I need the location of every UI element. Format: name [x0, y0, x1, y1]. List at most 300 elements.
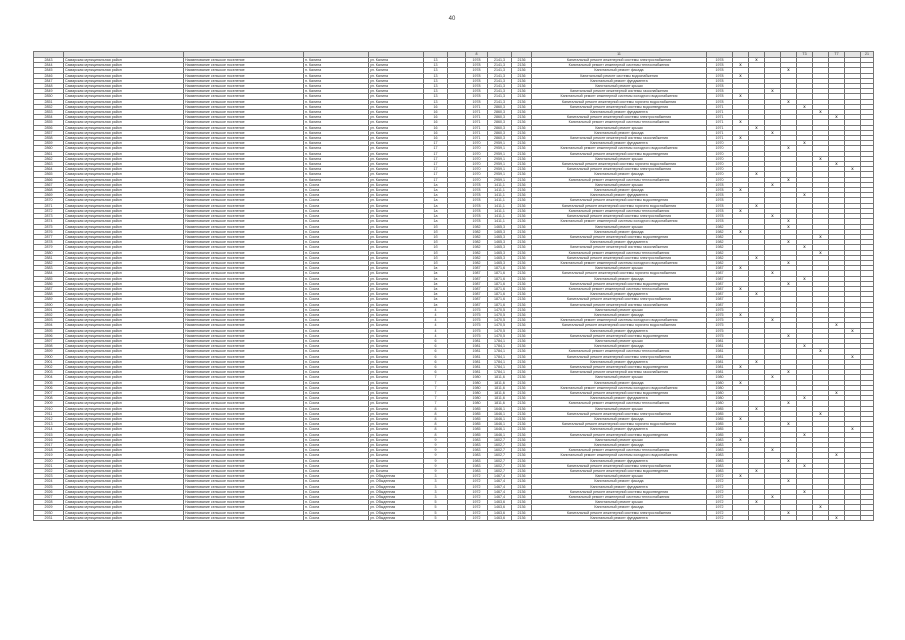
region-cell: Самарская муниципальная район [64, 375, 184, 380]
settlement-cell: Наименование сельское поселение [184, 333, 304, 338]
empty-mark-cell [845, 515, 861, 520]
year-cell: 1983 [466, 443, 488, 448]
street-cell: ул. Калина [369, 130, 424, 135]
year-cell: 1982 [466, 240, 488, 245]
year-cell: 1970 [466, 162, 488, 167]
work-type-cell: Капитальный ремонт инженерной системы горячего водоснабжения [532, 422, 707, 427]
region-cell: Самарская муниципальная район [64, 333, 184, 338]
work-type-cell: Капитальный ремонт инженерной системы холодного водоснабжения [532, 453, 707, 458]
locality-cell: п. Соспа [304, 510, 369, 515]
settlement-cell: Наименование сельское поселение [184, 214, 304, 219]
settlement-cell: Наименование сельское поселение [184, 125, 304, 130]
work-type-cell: Капитальный ремонт крыши [532, 224, 707, 229]
year-cell: 1978 [466, 193, 488, 198]
area-cell: 1646,1 [488, 406, 512, 411]
work-type-cell: Капитальный ремонт крыши [532, 375, 707, 380]
settlement-cell: Наименование сельское поселение [184, 401, 304, 406]
work-type-cell: Капитальный ремонт фасада [532, 417, 707, 422]
locality-cell: п. Калина [304, 120, 369, 125]
row-number: 2852 [34, 104, 64, 109]
plan-year-cell: 1978 [707, 193, 733, 198]
settlement-cell: Наименование сельское поселение [184, 385, 304, 390]
area-cell: 2959,1 [488, 167, 512, 172]
area-cell: 1871,6 [488, 266, 512, 271]
work-type-cell: Капитальный ремонт инженерной системы водоотведения [532, 489, 707, 494]
house-cell: 16 [424, 104, 448, 109]
row-number: 2918 [34, 448, 64, 453]
region-cell: Самарская муниципальная район [64, 203, 184, 208]
settlement-cell: Наименование сельское поселение [184, 489, 304, 494]
street-cell: ул. Бочина [369, 391, 424, 396]
plan-year-cell: 1987 [707, 292, 733, 297]
plan-year-cell: 1982 [707, 229, 733, 234]
code-cell: 2136 [512, 432, 532, 437]
street-cell: ул. Калина [369, 120, 424, 125]
mark-cell: Х [781, 333, 797, 338]
row-number: 2907 [34, 391, 64, 396]
year-cell: 1987 [466, 276, 488, 281]
plan-year-cell: 1970 [707, 151, 733, 156]
plan-year-cell: 1987 [707, 297, 733, 302]
region-cell: Самарская муниципальная район [64, 338, 184, 343]
year-cell: 1987 [466, 292, 488, 297]
code-cell: 2136 [512, 229, 532, 234]
code-cell: 2136 [512, 411, 532, 416]
settlement-cell: Наименование сельское поселение [184, 172, 304, 177]
locality-cell: п. Калина [304, 125, 369, 130]
street-cell: ул. Бочина [369, 370, 424, 375]
locality-cell: п. Соспа [304, 391, 369, 396]
settlement-cell: Наименование сельское поселение [184, 453, 304, 458]
area-cell: 1465,3 [488, 229, 512, 234]
row-number: 2869 [34, 193, 64, 198]
street-cell: ул. Бочина [369, 266, 424, 271]
plan-year-cell: 1978 [707, 63, 733, 68]
mark-cell: Х [845, 328, 861, 333]
code-cell: 2136 [512, 177, 532, 182]
street-cell: ул. Бочина [369, 234, 424, 239]
work-type-cell: Капитальный ремонт фундамента [532, 328, 707, 333]
house-cell: 16 [424, 115, 448, 120]
plan-year-cell: 1971 [707, 125, 733, 130]
mark-cell: Х [845, 167, 861, 172]
street-cell: ул. Калина [369, 84, 424, 89]
locality-cell: п. Соспа [304, 323, 369, 328]
region-cell: Самарская муниципальная район [64, 432, 184, 437]
mark-cell: Х [749, 203, 765, 208]
code-cell: 2136 [512, 364, 532, 369]
work-type-cell: Капитальный ремонт фундамента [532, 427, 707, 432]
plan-year-cell: 1978 [707, 89, 733, 94]
work-type-cell: Капитальный ремонт инженерной системы теплоснабжения [532, 349, 707, 354]
year-cell: 1970 [466, 151, 488, 156]
house-cell: 1а [424, 214, 448, 219]
house-cell: 6 [424, 344, 448, 349]
plan-year-cell: 1985 [707, 411, 733, 416]
house-cell: 16 [424, 120, 448, 125]
work-type-cell: Капитальный ремонт фасада [532, 505, 707, 510]
code-cell: 2136 [512, 375, 532, 380]
year-cell: 1972 [466, 484, 488, 489]
year-cell: 1981 [466, 344, 488, 349]
house-cell: 16 [424, 136, 448, 141]
code-cell: 2136 [512, 510, 532, 515]
area-cell: 1467,4 [488, 489, 512, 494]
mark-cell: Х [733, 73, 749, 78]
house-cell: 4 [424, 328, 448, 333]
settlement-cell: Наименование сельское поселение [184, 110, 304, 115]
house-cell: 1в [424, 281, 448, 286]
year-cell: 1982 [466, 260, 488, 265]
area-cell: 1411,1 [488, 214, 512, 219]
plan-year-cell: 1971 [707, 104, 733, 109]
locality-cell: п. Соспа [304, 214, 369, 219]
row-number: 2848 [34, 84, 64, 89]
empty-mark-cell [765, 515, 781, 520]
mark-cell: Х [797, 193, 813, 198]
row-number: 2858 [34, 136, 64, 141]
mark-cell: Х [797, 463, 813, 468]
area-cell: 1784,1 [488, 338, 512, 343]
street-cell: ул. Бочина [369, 312, 424, 317]
mark-cell: Х [749, 292, 765, 297]
row-number: 2851 [34, 99, 64, 104]
street-cell: ул. Бочина [369, 307, 424, 312]
locality-cell: п. Соспа [304, 338, 369, 343]
house-cell: 9 [424, 437, 448, 442]
settlement-cell: Наименование сельское поселение [184, 302, 304, 307]
locality-cell: п. Соспа [304, 255, 369, 260]
year-cell: 1980 [466, 375, 488, 380]
area-cell: 2959,1 [488, 146, 512, 151]
locality-cell: п. Соспа [304, 484, 369, 489]
region-cell: Самарская муниципальная район [64, 63, 184, 68]
region-cell: Самарская муниципальная район [64, 292, 184, 297]
code-cell: 2136 [512, 234, 532, 239]
plan-year-cell: 1972 [707, 484, 733, 489]
plan-year-cell: 1987 [707, 286, 733, 291]
house-cell: 6 [424, 338, 448, 343]
region-cell: Самарская муниципальная район [64, 224, 184, 229]
region-cell: Самарская муниципальная район [64, 344, 184, 349]
plan-year-cell: 1983 [707, 453, 733, 458]
house-cell: 1в [424, 276, 448, 281]
house-cell: 8 [424, 406, 448, 411]
mark-cell: Х [733, 474, 749, 479]
year-cell: 1978 [466, 198, 488, 203]
area-cell: 1470,5 [488, 333, 512, 338]
plan-year-cell: 1987 [707, 271, 733, 276]
area-cell: 1811,6 [488, 380, 512, 385]
row-number: 2917 [34, 443, 64, 448]
mark-cell: Х [781, 68, 797, 73]
row-number: 2929 [34, 505, 64, 510]
house-cell: 6 [424, 364, 448, 369]
mark-cell: Х [797, 245, 813, 250]
area-cell: 2141,3 [488, 58, 512, 63]
locality-cell: п. Калина [304, 58, 369, 63]
house-cell: 6 [424, 354, 448, 359]
street-cell: ул. Бочина [369, 448, 424, 453]
region-cell: Самарская муниципальная район [64, 458, 184, 463]
locality-cell: п. Соспа [304, 260, 369, 265]
locality-cell: п. Соспа [304, 307, 369, 312]
region-cell: Самарская муниципальная район [64, 359, 184, 364]
region-cell: Самарская муниципальная район [64, 479, 184, 484]
plan-year-cell: 1983 [707, 448, 733, 453]
locality-cell: п. Соспа [304, 422, 369, 427]
code-cell: 2136 [512, 214, 532, 219]
area-cell: 1602,7 [488, 448, 512, 453]
mark-cell: Х [765, 318, 781, 323]
street-cell: ул. Бочина [369, 437, 424, 442]
house-cell: 1а [424, 182, 448, 187]
work-type-cell: Капитальный ремонт инженерной системы электроснабжения [532, 297, 707, 302]
row-number: 2882 [34, 260, 64, 265]
region-cell: Самарская муниципальная район [64, 364, 184, 369]
area-cell: 1467,4 [488, 484, 512, 489]
area-cell: 1871,6 [488, 297, 512, 302]
region-cell: Самарская муниципальная район [64, 84, 184, 89]
code-cell: 2136 [512, 162, 532, 167]
area-cell: 2860,3 [488, 130, 512, 135]
area-cell: 1646,1 [488, 417, 512, 422]
year-cell: 1983 [466, 458, 488, 463]
code-cell: 2136 [512, 188, 532, 193]
locality-cell: п. Соспа [304, 312, 369, 317]
mark-cell: Х [733, 266, 749, 271]
work-type-cell: Капитальный ремонт крыши [532, 125, 707, 130]
work-type-cell: Капитальный ремонт инженерной системы теплоснабжения [532, 63, 707, 68]
plan-year-cell: 1985 [707, 427, 733, 432]
house-cell: 6 [424, 359, 448, 364]
code-cell: 2136 [512, 240, 532, 245]
mark-cell: Х [829, 453, 845, 458]
year-cell: 1981 [466, 349, 488, 354]
plan-year-cell: 1980 [707, 391, 733, 396]
code-cell: 2136 [512, 130, 532, 135]
row-number: 2911 [34, 411, 64, 416]
street-cell: ул. Обыденная [369, 495, 424, 500]
region-cell: Самарская муниципальная район [64, 453, 184, 458]
locality-cell: п. Калина [304, 162, 369, 167]
locality-cell: п. Соспа [304, 396, 369, 401]
code-cell: 2136 [512, 380, 532, 385]
area-cell: 1646,1 [488, 411, 512, 416]
work-type-cell: Капитальный ремонт инженерной системы холодного водоснабжения [532, 385, 707, 390]
region-cell: Самарская муниципальная район [64, 115, 184, 120]
mark-cell: Х [829, 115, 845, 120]
area-cell: 1646,1 [488, 422, 512, 427]
area-cell: 1646,1 [488, 432, 512, 437]
area-cell: 1463,6 [488, 515, 512, 520]
locality-cell: п. Соспа [304, 302, 369, 307]
settlement-cell: Наименование сельское поселение [184, 115, 304, 120]
house-cell: 4 [424, 333, 448, 338]
locality-cell: п. Калина [304, 99, 369, 104]
plan-year-cell: 1978 [707, 84, 733, 89]
area-cell: 2860,3 [488, 115, 512, 120]
region-cell: Самарская муниципальная район [64, 151, 184, 156]
street-cell: ул. Калина [369, 156, 424, 161]
row-number: 2850 [34, 94, 64, 99]
locality-cell: п. Соспа [304, 344, 369, 349]
row-number: 2873 [34, 214, 64, 219]
code-cell: 2136 [512, 73, 532, 78]
code-cell: 2136 [512, 193, 532, 198]
work-type-cell: Капитальный ремонт фундамента [532, 78, 707, 83]
plan-year-cell: 1981 [707, 364, 733, 369]
work-type-cell: Капитальный ремонт инженерной системы электроснабжения [532, 411, 707, 416]
locality-cell: п. Калина [304, 68, 369, 73]
street-cell: ул. Бочина [369, 255, 424, 260]
locality-cell: п. Соспа [304, 245, 369, 250]
settlement-cell: Наименование сельское поселение [184, 406, 304, 411]
plan-year-cell: 1982 [707, 245, 733, 250]
work-type-cell: Капитальный ремонт крыши [532, 437, 707, 442]
row-number: 2847 [34, 78, 64, 83]
row-number: 2856 [34, 125, 64, 130]
street-cell: ул. Бочина [369, 432, 424, 437]
plan-year-cell: 1972 [707, 474, 733, 479]
code-cell: 2136 [512, 198, 532, 203]
region-cell: Самарская муниципальная район [64, 427, 184, 432]
work-type-cell: Капитальный ремонт инженерной системы электроснабжения [532, 58, 707, 63]
mark-cell: Х [749, 172, 765, 177]
row-number: 2864 [34, 167, 64, 172]
area-cell: 1871,6 [488, 292, 512, 297]
area-cell: 1811,6 [488, 391, 512, 396]
plan-year-cell: 1971 [707, 130, 733, 135]
locality-cell: п. Калина [304, 177, 369, 182]
settlement-cell: Наименование сельское поселение [184, 484, 304, 489]
plan-year-cell: 1982 [707, 260, 733, 265]
mark-cell: Х [813, 411, 829, 416]
region-cell: Самарская муниципальная район [64, 474, 184, 479]
mark-cell: Х [733, 136, 749, 141]
row-number: 2892 [34, 312, 64, 317]
mark-cell: Х [797, 489, 813, 494]
house-cell: 17 [424, 177, 448, 182]
locality-cell: п. Калина [304, 104, 369, 109]
house-cell: 13 [424, 99, 448, 104]
house-cell: 1б [424, 255, 448, 260]
street-cell: ул. Бочина [369, 224, 424, 229]
street-cell: ул. Бочина [369, 229, 424, 234]
region-cell: Самарская муниципальная район [64, 68, 184, 73]
house-cell: 13 [424, 94, 448, 99]
house-cell: 3 [424, 479, 448, 484]
capital-repair-table-wrap [33, 51, 873, 521]
row-number: 2890 [34, 302, 64, 307]
region-cell: Самарская муниципальная район [64, 469, 184, 474]
plan-year-cell: 1978 [707, 219, 733, 224]
settlement-cell: Наименование сельское поселение [184, 500, 304, 505]
work-type-cell: Капитальный ремонт фасада [532, 344, 707, 349]
house-cell: 7 [424, 385, 448, 390]
region-cell: Самарская муниципальная район [64, 229, 184, 234]
street-cell: ул. Бочина [369, 417, 424, 422]
locality-cell: п. Соспа [304, 240, 369, 245]
street-cell: ул. Бочина [369, 344, 424, 349]
area-cell: 1871,6 [488, 276, 512, 281]
area-cell: 2860,3 [488, 125, 512, 130]
mark-cell: Х [733, 437, 749, 442]
locality-cell: п. Соспа [304, 271, 369, 276]
code-cell: 2136 [512, 94, 532, 99]
work-type-cell: Капитальный ремонт инженерной системы теплоснабжения [532, 401, 707, 406]
code-cell: 2136 [512, 172, 532, 177]
region-cell: Самарская муниципальная район [64, 214, 184, 219]
row-number: 2891 [34, 307, 64, 312]
house-cell: 1б [424, 240, 448, 245]
year-cell: 1981 [466, 359, 488, 364]
year-cell: 1985 [466, 422, 488, 427]
row-number: 2872 [34, 208, 64, 213]
area-cell: 1784,1 [488, 344, 512, 349]
street-cell: ул. Бочина [369, 302, 424, 307]
street-cell: ул. Калина [369, 136, 424, 141]
street-cell: ул. Калина [369, 104, 424, 109]
code-cell: 2136 [512, 474, 532, 479]
house-cell: 1в [424, 302, 448, 307]
work-type-cell: Капитальный ремонт системы водоснабжения [532, 73, 707, 78]
year-cell: 1978 [466, 182, 488, 187]
row-number: 2914 [34, 427, 64, 432]
area-cell: 1871,6 [488, 281, 512, 286]
street-cell: ул. Бочина [369, 214, 424, 219]
house-cell: 7 [424, 401, 448, 406]
code-cell: 2136 [512, 203, 532, 208]
street-cell: ул. Бочина [369, 349, 424, 354]
code-cell: 2136 [512, 469, 532, 474]
area-cell: 2959,1 [488, 156, 512, 161]
settlement-cell: Наименование сельское поселение [184, 177, 304, 182]
row-number: 2923 [34, 474, 64, 479]
locality-cell: п. Соспа [304, 219, 369, 224]
house-cell: 5 [424, 515, 448, 520]
locality-cell: п. Соспа [304, 328, 369, 333]
street-cell: ул. Бочина [369, 286, 424, 291]
locality-cell: п. Соспа [304, 359, 369, 364]
plan-year-cell: 1971 [707, 110, 733, 115]
region-cell: Самарская муниципальная район [64, 505, 184, 510]
year-cell: 1978 [466, 219, 488, 224]
work-type-cell: Капитальный ремонт инженерной системы водоотведения [532, 333, 707, 338]
locality-cell: п. Соспа [304, 266, 369, 271]
work-type-cell: Капитальный ремонт инженерной системы газоснабжения [532, 370, 707, 375]
region-cell: Самарская муниципальная район [64, 136, 184, 141]
work-type-cell: Капитальный ремонт крыши [532, 307, 707, 312]
street-cell: ул. Калина [369, 68, 424, 73]
house-cell: 13 [424, 73, 448, 78]
code-cell: 2136 [512, 99, 532, 104]
area-cell: 2141,3 [488, 94, 512, 99]
plan-year-cell: 1981 [707, 354, 733, 359]
work-type-cell: Капитальный ремонт инженерной системы электроснабжения [532, 115, 707, 120]
locality-cell: п. Соспа [304, 349, 369, 354]
street-cell: ул. Обыденная [369, 510, 424, 515]
year-cell: 1980 [466, 385, 488, 390]
house-cell: 16 [424, 125, 448, 130]
year-cell: 1975 [466, 333, 488, 338]
row-number: 2899 [34, 349, 64, 354]
mark-cell: Х [813, 234, 829, 239]
settlement-cell: Наименование сельское поселение [184, 463, 304, 468]
region-cell: Самарская муниципальная район [64, 156, 184, 161]
row-number: 2919 [34, 453, 64, 458]
plan-year-cell: 1975 [707, 328, 733, 333]
